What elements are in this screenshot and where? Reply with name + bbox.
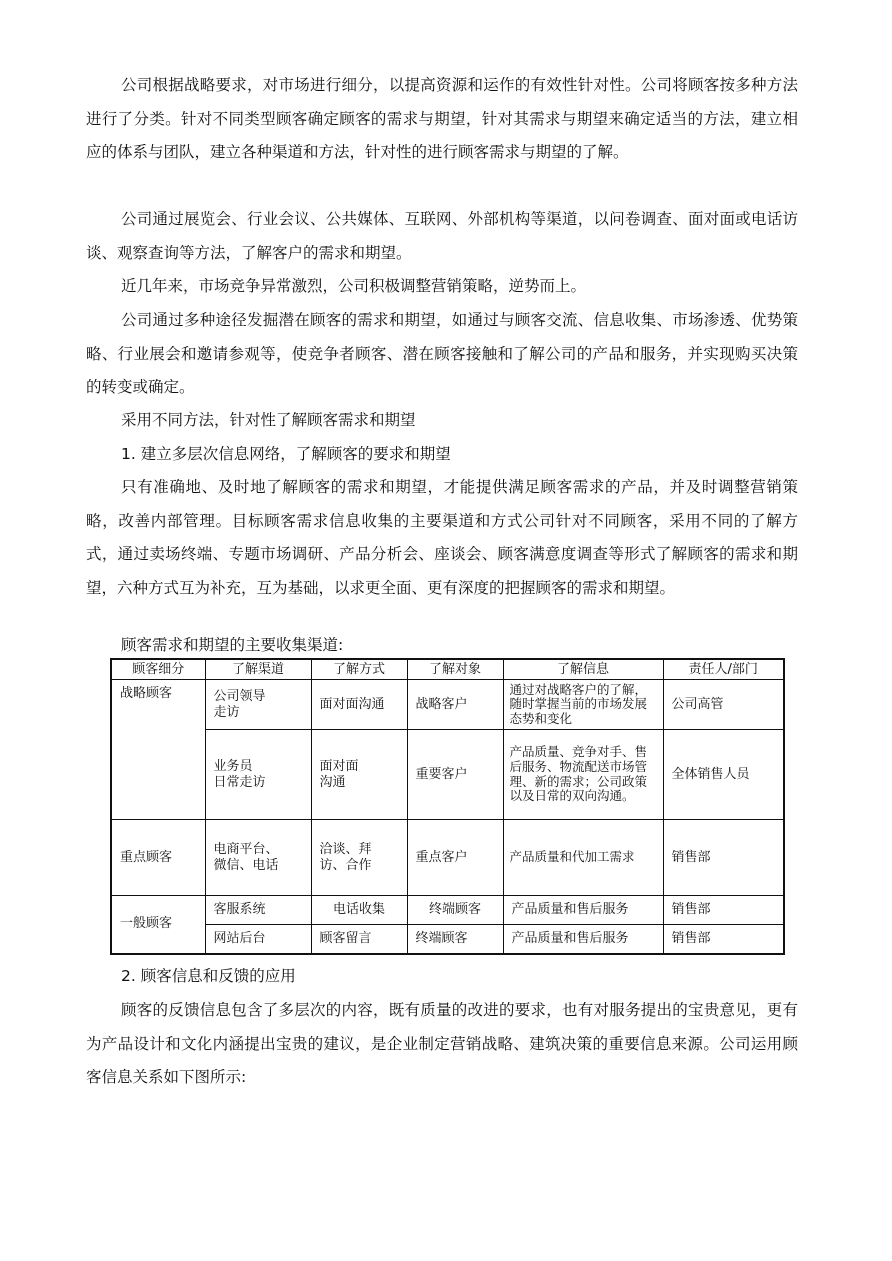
table-cell: 公司高管 [663,680,784,730]
paragraph-feedback-application: 顾客的反馈信息包含了多层次的内容，既有质量的改进的要求，也有对服务提出的宝贵意见，更有为产品设计和文化内涵提出宝贵的建议，是企业制定营销战略、建筑决策的重要信息来源。公司运用顾客信息关系如下图所示: [86,1001,798,1087]
paragraph-market-competition: 近几年来，市场竞争异常激烈，公司积极调整营销策略，逆势而上。 [121,277,587,295]
table-cell: 销售部 [663,925,784,954]
collection-channels-table [110,658,785,955]
paragraph-segmentation: 公司根据战略要求，对市场进行细分，以提高资源和运作的有效性针对性。公司将顾客按多种方法进行了分类。针对不同类型顾客确定顾客的需求与期望，针对其需求与期望来确定适当的方法，建立相应的体系与团队，建立各种渠道和方法，针对性的进行顾客需求与期望的了解。 [86,76,798,162]
table-cell: 战略客户 [407,680,503,730]
header-information: 了解信息 [503,659,663,680]
table-cell: 顾客留言 [311,925,407,954]
table-row [111,680,784,730]
table-cell: 销售部 [663,896,784,925]
header-method: 了解方式 [311,659,407,680]
section-heading-1: 1. 建立多层次信息网络，了解顾客的要求和期望 [121,445,451,463]
table-cell: 业务员 日常走访 [205,730,311,820]
table-row [111,730,784,820]
table-cell: 电话收集 [311,896,407,925]
table-row [111,896,784,925]
table-cell: 公司领导 走访 [205,680,311,730]
table-cell: 产品质量和代加工需求 [503,820,663,896]
table-cell: 全体销售人员 [663,730,784,820]
header-channel: 了解渠道 [205,659,311,680]
table-cell: 产品质量和售后服务 [503,925,663,954]
table-cell: 网站后台 [205,925,311,954]
table-cell: 电商平台、 微信、电话 [205,820,311,896]
section-heading-2: 2. 顾客信息和反馈的应用 [121,967,296,985]
paragraph-potential-customers: 公司通过多种途径发掘潜在顾客的需求和期望，如通过与顾客交流、信息收集、市场渗透、优势策略、行业展会和邀请参观等，使竞争者顾客、潜在顾客接触和了解公司的产品和服务，并实现购买决策的转变或确定。 [86,311,798,397]
table-cell: 重要客户 [407,730,503,820]
table-cell: 销售部 [663,820,784,896]
table-cell: 洽谈、拜 访、合作 [311,820,407,896]
segment-cell-key: 重点顾客 [111,820,205,896]
table-cell: 终端顾客 [407,896,503,925]
table-cell: 终端顾客 [407,925,503,954]
table-cell: 通过对战略客户的了解，随时掌握当前的市场发展态势和变化 [503,680,663,730]
table-cell: 产品质量、竞争对手、售后服务、物流配送市场管理、新的需求；公司政策以及日常的双向沟通。 [503,730,663,820]
segment-cell-general: 一般顾客 [111,896,205,954]
table-row [111,820,784,896]
paragraph-methods-heading: 采用不同方法，针对性了解顾客需求和期望 [121,411,416,429]
table-cell: 面对面沟通 [311,680,407,730]
table-cell: 重点客户 [407,820,503,896]
table-caption: 顾客需求和期望的主要收集渠道: [121,636,344,654]
table-header-row [111,659,784,680]
header-target: 了解对象 [407,659,503,680]
segment-cell-strategic: 战略顾客 [111,680,205,820]
table-cell: 面对面 沟通 [311,730,407,820]
paragraph-channels: 公司通过展览会、行业会议、公共媒体、互联网、外部机构等渠道，以问卷调查、面对面或电话访谈、观察查询等方法，了解客户的需求和期望。 [86,210,798,262]
paragraph-information-network: 只有准确地、及时地了解顾客的需求和期望，才能提供满足顾客需求的产品，并及时调整营销策略，改善内部管理。目标顾客需求信息收集的主要渠道和方式公司针对不同顾客，采用不同的了解方式，通过卖场终端、专题市场调研、产品分析会、座谈会、顾客满意度调查等形式了解顾客的需求和期望，六种方式互为补充，互为基础，以求更全面、更有深度的把握顾客的需求和期望。 [86,478,798,597]
header-segment: 顾客细分 [111,659,205,680]
table-cell: 产品质量和售后服务 [503,896,663,925]
table-cell: 客服系统 [205,896,311,925]
table-row [111,925,784,954]
header-responsible: 责任人/部门 [663,659,784,680]
